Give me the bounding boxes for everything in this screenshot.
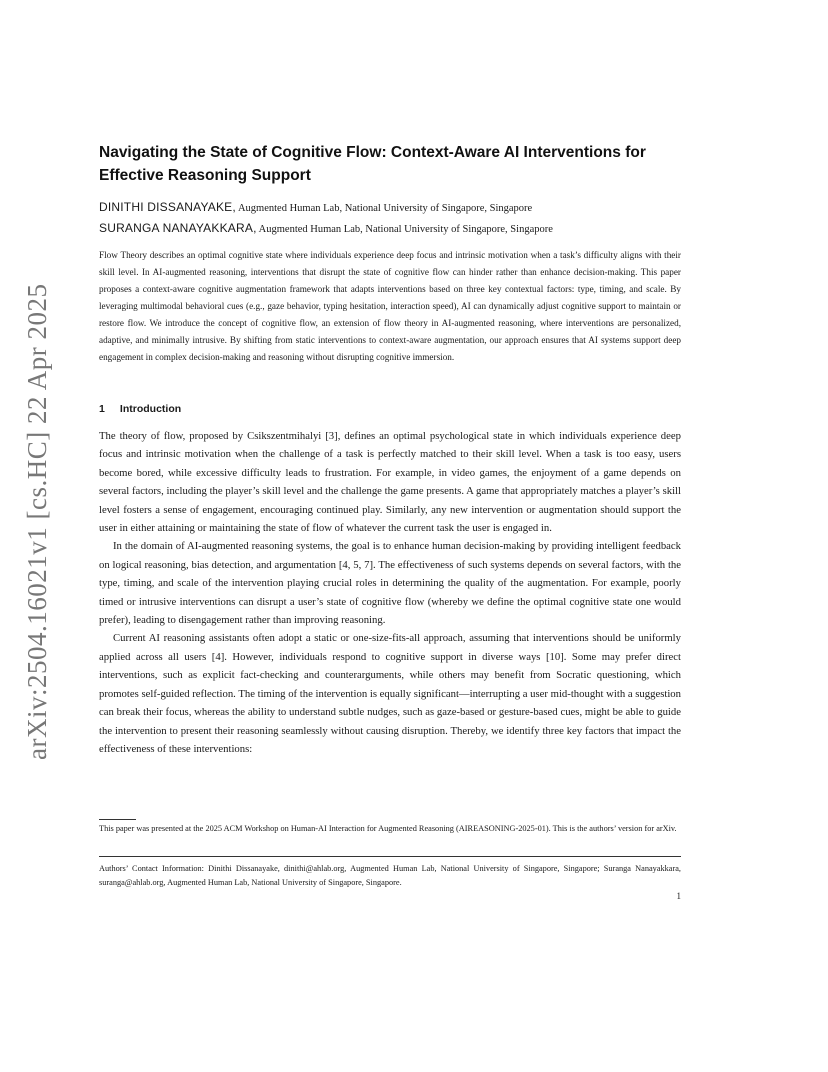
author-line [99, 221, 699, 237]
author-name: SURANGA NANAYAKKARA, [99, 221, 257, 235]
arxiv-identifier-stamp: arXiv:2504.16021v1 [cs.HC] 22 Apr 2025 [22, 283, 52, 760]
body-text [99, 427, 681, 758]
abstract: Flow Theory describes an optimal cognitive state where individuals experience deep focus and intrinsic motivation when a task’s difficulty aligns with their skill level. In AI-augmented reasoning, interventions that disrupt the state of cognitive flow can hinder rather than enhance decision-making. This paper proposes a context-aware cognitive augmentation framework that adapts interventions based on three key contextual factors: type, timing, and scale. By leveraging multimodal behavioral cues (e.g., gaze behavior, typing hesitation, interaction speed), AI can dynamically adjust cognitive support to maintain or restore flow. We introduce the concept of cognitive flow, an extension of flow theory in AI-augmented reasoning, where interventions are personalized, adaptive, and minimally intrusive. By shifting from static interventions to context-aware augmentation, our approach ensures that AI systems support deep engagement in complex decision-making and reasoning without disrupting cognitive immersion. [99, 250, 681, 362]
section-number: 1 [99, 403, 105, 415]
author-affiliation: Augmented Human Lab, National University of Singapore, Singapore [237, 203, 533, 214]
author-affiliation: Augmented Human Lab, National University of Singapore, Singapore [258, 224, 553, 235]
paragraph: In the domain of AI-augmented reasoning systems, the goal is to enhance human decision-making by providing intelligent feedback on logical reasoning, bias detection, and argumentation [4, 5, 7]. The effectiveness of such systems depends on several factors, with the type, timing, and scale of the intervention playing crucial roles in determining the quality of the augmentation. For example, poorly timed or intrusive interventions can disrupt a user’s state of cognitive flow (whereby we define the optimal cognitive state one would prefer), leading to disengagement rather than improving reasoning. [99, 540, 681, 627]
contact-divider [99, 856, 681, 857]
footnote-divider [99, 819, 136, 820]
author-name: DINITHI DISSANAYAKE, [99, 200, 236, 214]
section-title: Introduction [119, 403, 182, 415]
paragraph: The theory of flow, proposed by Csikszentmihalyi [3], defines an optimal psychological state in which individuals experience deep focus and intrinsic motivation when the challenge of a task is perfectly matched to their skill level. When a task is too easy, users become bored, while excessive difficulty leads to frustration. For example, in video games, the enjoyment of a game depends on several factors, including the player’s skill level and the challenge the game presents. A game that appropriately matches a player’s skill level fosters a sense of engagement, encouraging continued play. Similarly, any new intervention or augmentation should support the user in either attaining or maintaining the state of flow of whatever the current task the user is engaged in. [99, 430, 681, 535]
section-heading [99, 403, 181, 415]
paper-title: Navigating the State of Cognitive Flow: Context-Aware AI Interventions for Effective Reasoning Support [99, 144, 646, 184]
page-number: 1 [676, 891, 681, 901]
author-contact-info: Authors’ Contact Information: Dinithi Dissanayake, dinithi@ahlab.org, Augmented Human Lab, National University of Singapore, Singapore; Suranga Nanayakkara, suranga@ahlab.org, Augmented Human Lab, National University of Singapore, Singapore. [99, 864, 681, 887]
footnote: This paper was presented at the 2025 ACM Workshop on Human-AI Interaction for Augmented Reasoning (AIREASONING-2025-01). This is the authors’ version for arXiv. [99, 824, 677, 833]
author-line [99, 200, 699, 216]
paragraph: Current AI reasoning assistants often adopt a static or one-size-fits-all approach, assuming that interventions should be uniformly applied across all users [4]. However, individuals respond to cognitive support in diverse ways [10]. Some may prefer direct interventions, such as explicit fact-checking and counterarguments, while others may benefit from Socratic questioning, which promotes self-guided reflection. The timing of the intervention is equally significant—interrupting a user mid-thought with a suggestion can break their focus, whereas the ability to understand subtle nudges, such as gaze-based or gesture-based cues, might be able to guide the intervention to present their reasoning seamlessly without causing disruption. Thereby, we identify three key factors that impact the effectiveness of these interventions: [99, 632, 681, 755]
